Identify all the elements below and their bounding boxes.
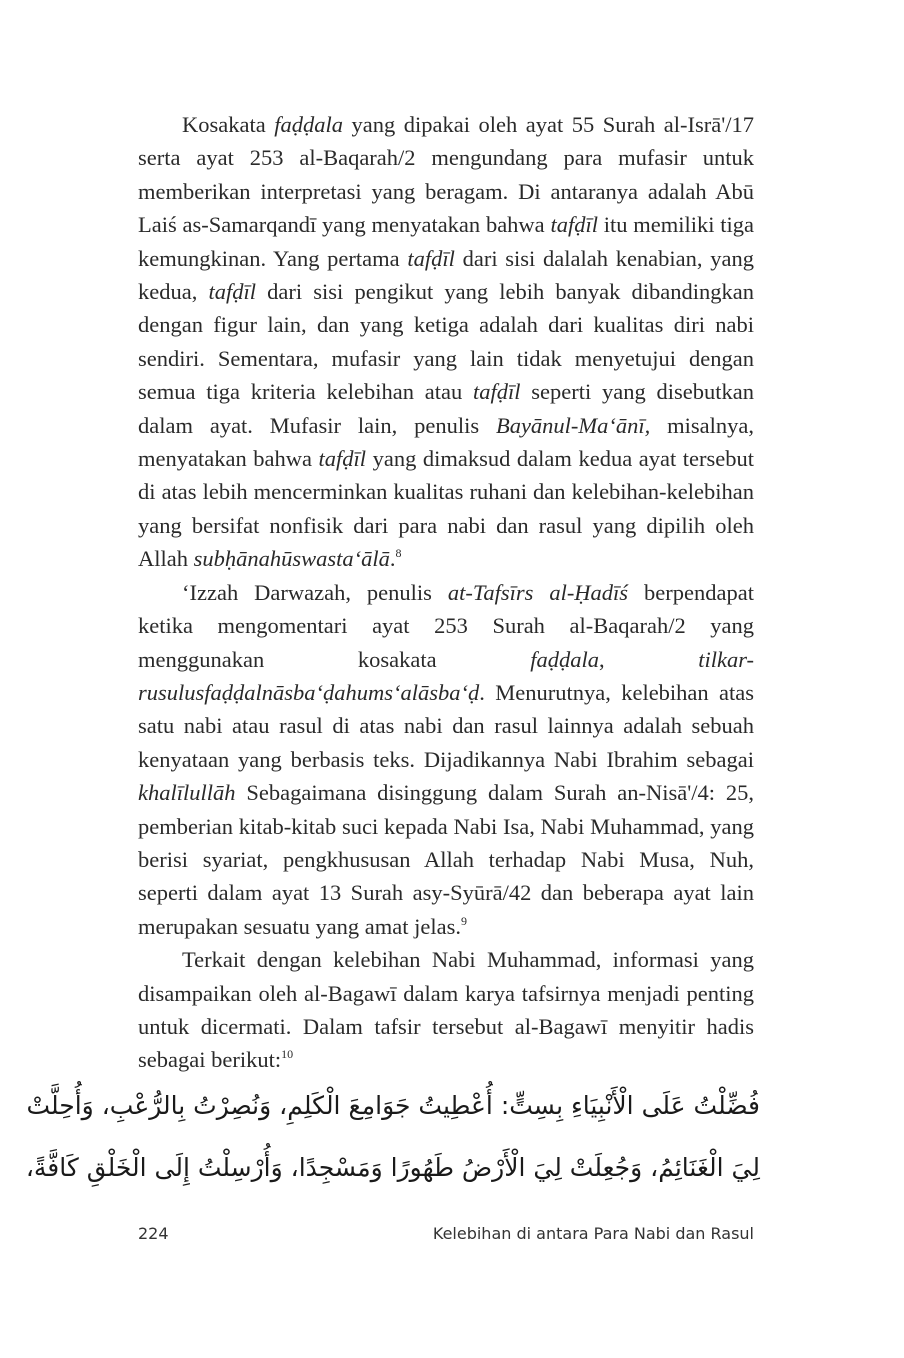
text-run: seperti yang disebutkan dalam ayat. Mufasir lain, penulis bbox=[138, 379, 754, 438]
italic-term: khalīlullāh bbox=[138, 780, 236, 806]
paragraph-3 bbox=[138, 943, 754, 1077]
text-run: dari sisi dalalah kenabian, yang kedua, bbox=[138, 245, 754, 305]
italic-term: subḥānahūswasta‘ālā bbox=[193, 546, 390, 572]
arabic-line-1: فُضِّلْتُ عَلَى الْأَنْبِيَاءِ بِسِتٍّ: أُعْطِيتُ جَوَامِعَ الْكَلِمِ، وَنُصِرْتُ بِالرُّعْبِ، وَأُحِلَّتْ bbox=[26, 1091, 760, 1120]
italic-term: tafḍīl bbox=[550, 212, 598, 238]
text-run: yang dipakai oleh ayat 55 Surah al-Isrā'/17 serta ayat 253 al-Baqarah/2 mengundang para mufasir untuk memberikan interpretasi yang beragam. Di antaranya adalah Abū Laiś as-Samarqandī yang menyatakan bahwa bbox=[138, 112, 754, 238]
text-run: ‘Izzah Darwazah, penulis bbox=[182, 579, 448, 605]
paragraph-2 bbox=[138, 576, 754, 943]
italic-term: faḍḍala bbox=[274, 112, 343, 137]
text-run: Kosakata bbox=[182, 112, 275, 137]
text-run: misalnya, menyatakan bahwa bbox=[138, 412, 755, 472]
italic-term: tilkar-rusulusfaḍḍalnāsba‘ḍahums‘alāsba‘ḍ bbox=[138, 646, 754, 705]
italic-term: tafḍīl bbox=[318, 446, 367, 472]
text-run: yang dimaksud dalam kedua ayat tersebut di atas lebih mencerminkan kualitas ruhani dan kelebihan-kelebihan yang bersifat nonfisik dari para nabi dan rasul yang dipilih oleh Allah bbox=[138, 446, 754, 572]
italic-term: faḍḍala bbox=[530, 646, 599, 672]
italic-term: tafḍīl bbox=[208, 279, 257, 305]
text-run: itu memiliki tiga kemungkinan. Yang pertama bbox=[138, 212, 754, 271]
italic-term: Bayānul-Ma‘ānī, bbox=[495, 412, 651, 438]
page-number: 224 bbox=[138, 1224, 169, 1243]
text-run: dari sisi pengikut yang lebih banyak dibandingkan dengan figur lain, dan yang ketiga adalah dari kualitas diri nabi sendiri. Sementara, mufasir yang lain tidak menyetujui dengan semua tiga kriteria kelebihan atau bbox=[138, 279, 754, 405]
footnote-ref: 9 bbox=[461, 913, 468, 928]
text-run: berpendapat ketika mengomentari ayat 253 Surah al-Baqarah/2 yang menggunakan kosakata bbox=[138, 579, 754, 672]
footnote-ref: 10 bbox=[281, 1047, 294, 1062]
italic-term: tafḍīl bbox=[472, 379, 521, 405]
page-footer bbox=[138, 1224, 754, 1248]
paragraph-1 bbox=[138, 108, 754, 576]
text-run: , bbox=[598, 646, 699, 672]
footnote-ref: 8 bbox=[395, 546, 402, 561]
arabic-line-2: لِيَ الْغَنَائِمُ، وَجُعِلَتْ لِيَ الْأَرْضُ طَهُورًا وَمَسْجِدًا، وَأُرْسِلْتُ إِلَى الْخَلْقِ كَافَّةً، bbox=[25, 1153, 760, 1182]
text-run: . bbox=[389, 546, 396, 572]
text-run: Sebagaimana disinggung dalam Surah an-Nisā'/4: 25, pemberian kitab-kitab suci kepada Nabi Isa, Nabi Muhammad, yang berisi syariat, pengkhususan Allah terhadap Nabi Musa, Nuh, seperti dalam ayat 13 Surah asy-Syūrā/42 dan beberapa ayat lain merupakan sesuatu yang amat jelas. bbox=[138, 780, 754, 939]
italic-term: at-Tafsīrs al-Ḥadīś bbox=[447, 579, 629, 605]
text-run: . Menurutnya, kelebihan atas satu nabi atau rasul di atas nabi dan rasul lainnya adalah sebuah kenyataan yang berbasis teks. Dijadikannya Nabi Ibrahim sebagai bbox=[138, 679, 754, 772]
arabic-hadith-quote bbox=[25, 1075, 760, 1199]
italic-term: tafḍīl bbox=[407, 245, 455, 271]
text-run: Terkait dengan kelebihan Nabi Muhammad, informasi yang disampaikan oleh al-Bagawī dalam karya tafsirnya menjadi penting untuk dicermati. Dalam tafsir tersebut al-Bagawī menyitir hadis sebagai berikut: bbox=[138, 947, 754, 1073]
body-text bbox=[138, 108, 754, 1077]
running-title: Kelebihan di antara Para Nabi dan Rasul bbox=[432, 1224, 754, 1243]
